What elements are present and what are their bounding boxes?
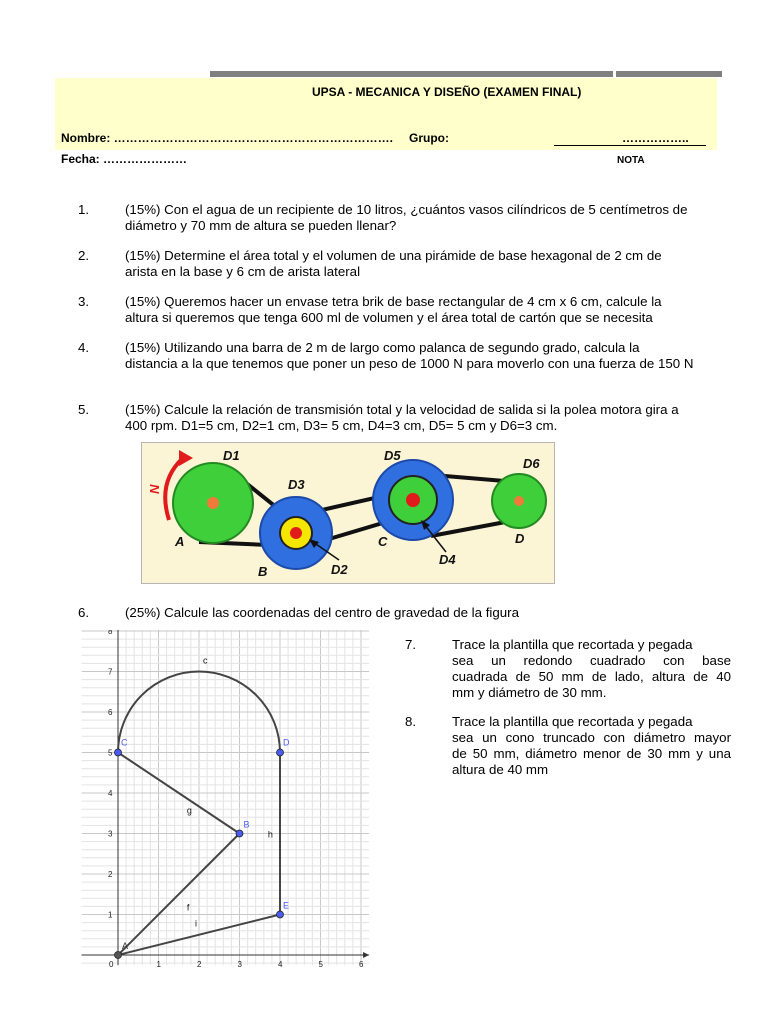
- question-number: 2.: [78, 248, 90, 263]
- label-d3: D3: [288, 477, 305, 492]
- grupo-label: Grupo:: [409, 131, 449, 145]
- grupo-field: ……………..: [622, 131, 689, 145]
- label-d6: D6: [523, 456, 540, 471]
- label-d1: D1: [223, 448, 240, 463]
- question-number: 6.: [78, 605, 90, 620]
- question-line: altura de 40 mm: [452, 762, 549, 777]
- question-line: sea un cono truncado con diámetro mayor: [452, 730, 731, 745]
- point-d: [277, 749, 284, 756]
- x-tick-label: 0: [109, 960, 114, 969]
- pulley-d6-center: [514, 496, 524, 506]
- segment-label-h: h: [267, 829, 273, 840]
- question-line: altura si queremos que tenga 600 ml de volumen y el área total de cartón que se necesita: [125, 310, 653, 325]
- question-line: (15%) Con el agua de un recipiente de 10 litros, ¿cuántos vasos cilíndricos de 5 centímetros de: [125, 202, 688, 217]
- question-line: (15%) Queremos hacer un envase tetra brik de base rectangular de 4 cm x 6 cm, calcule la: [125, 294, 662, 309]
- label-c: C: [378, 534, 388, 549]
- x-tick-label: 5: [318, 960, 323, 969]
- point-label-e: E: [283, 900, 290, 911]
- question-line: de 50 mm, diámetro menor de 30 mm y una: [452, 746, 731, 761]
- y-tick-label: 2: [108, 870, 113, 879]
- label-d5: D5: [384, 448, 401, 463]
- x-tick-label: 4: [278, 960, 283, 969]
- segment-labels: [187, 655, 273, 928]
- question-number: 8.: [405, 714, 417, 729]
- nombre-field: Nombre: …………………………………………………………….: [61, 131, 394, 145]
- question-line: arista en la base y 6 cm de arista lateral: [125, 264, 361, 279]
- fecha-field: Fecha: …………………: [61, 152, 188, 166]
- question-line: 400 rpm. D1=5 cm, D2=1 cm, D3= 5 cm, D4=3 cm, D5= 5 cm y D6=3 cm.: [125, 418, 558, 433]
- centroid-figure: [80, 630, 380, 980]
- point-a: [115, 952, 122, 959]
- question-line: Trace la plantilla que recortada y pegada: [452, 637, 693, 652]
- x-tick-label: 6: [359, 960, 364, 969]
- question-number: 7.: [405, 637, 417, 652]
- point-label-d: D: [283, 737, 290, 748]
- segment-label-c: c: [203, 655, 208, 666]
- y-tick-label: 1: [108, 910, 113, 920]
- segment-label-i: i: [194, 918, 197, 929]
- segment-label-f: f: [186, 902, 190, 913]
- question-line: cuadrada de 50 mm de lado, altura de 40: [452, 669, 731, 684]
- point-b: [236, 830, 243, 837]
- y-tick-label: 7: [108, 667, 113, 677]
- segment-label-g: g: [186, 805, 192, 816]
- question-line: (15%) Calcule la relación de transmisión total y la velocidad de salida si la polea motora gira a: [125, 402, 679, 417]
- question-number: 3.: [78, 294, 90, 309]
- x-tick-label: 3: [237, 960, 242, 969]
- label-n: N: [147, 484, 162, 494]
- y-tick-label: 4: [108, 789, 113, 798]
- label-a: A: [175, 534, 185, 549]
- question-line: diámetro y 70 mm de altura se pueden llenar?: [125, 218, 397, 233]
- question-line: mm y diámetro de 30 mm.: [452, 685, 607, 700]
- header-top-bar: [210, 71, 722, 77]
- point-label-b: B: [243, 819, 250, 830]
- question-number: 4.: [78, 340, 90, 355]
- y-tick-label: 3: [108, 829, 113, 839]
- question-number: 1.: [78, 202, 90, 217]
- y-tick-label: 8: [108, 630, 113, 636]
- point-e: [277, 911, 284, 918]
- y-tick-label: 5: [108, 748, 113, 758]
- pulley-diagram: [141, 442, 555, 584]
- point-c: [115, 749, 122, 756]
- question-line: (15%) Utilizando una barra de 2 m de largo como palanca de segundo grado, calcula la: [125, 340, 640, 355]
- label-d2: D2: [331, 562, 348, 577]
- question-number: 5.: [78, 402, 90, 417]
- pulley-d2-center: [290, 527, 302, 539]
- exam-title: UPSA - MECANICA Y DISEÑO (EXAMEN FINAL): [312, 85, 582, 99]
- x-axis-arrow-icon: [363, 952, 369, 958]
- label-d: D: [515, 531, 525, 546]
- header-top-bar-gap: [613, 71, 616, 77]
- question-line: sea un redondo cuadrado con base: [452, 653, 731, 668]
- segment-f: [118, 834, 240, 956]
- grupo-underline: [554, 145, 706, 146]
- label-b: B: [258, 564, 268, 579]
- question-line: (15%) Determine el área total y el volumen de una pirámide de base hexagonal de 2 cm de: [125, 248, 662, 263]
- pulley-d4-center: [406, 493, 420, 507]
- pulley-d1-center: [207, 497, 219, 509]
- grid-lines: [82, 630, 370, 965]
- question-line: (25%) Calcule las coordenadas del centro de gravedad de la figura: [125, 605, 519, 620]
- point-label-c: C: [121, 737, 128, 748]
- y-tick-label: 6: [108, 708, 113, 717]
- label-d4: D4: [439, 552, 456, 567]
- point-label-a: A: [122, 941, 129, 951]
- question-line: Trace la plantilla que recortada y pegada: [452, 714, 693, 729]
- nota-label: NOTA: [617, 155, 645, 166]
- x-tick-label: 2: [197, 960, 202, 969]
- question-line: distancia a la que tenemos que poner un peso de 1000 N para moverlo con una fuerza de 150 N: [125, 356, 694, 371]
- x-tick-label: 1: [156, 960, 161, 969]
